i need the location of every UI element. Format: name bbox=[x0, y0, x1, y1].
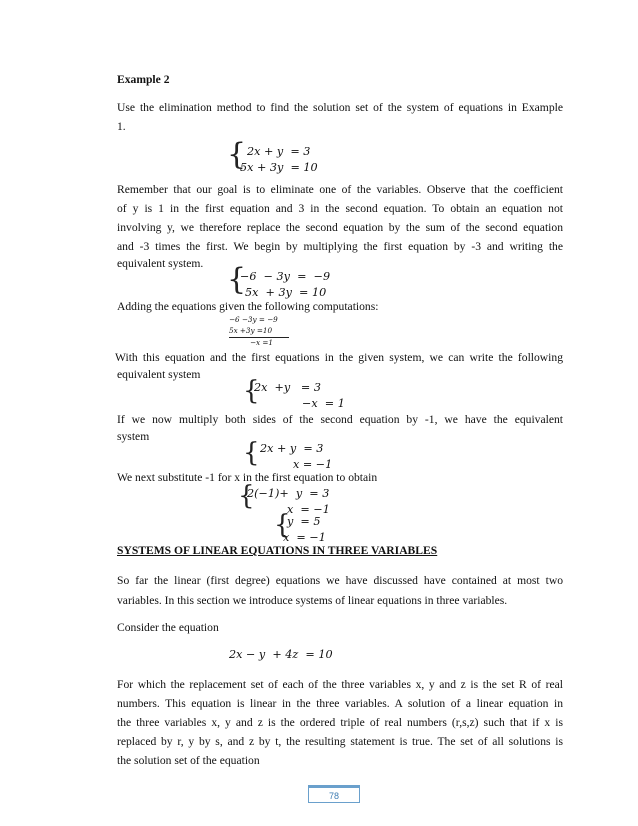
left-brace: { bbox=[227, 262, 247, 297]
equation: 5𝑥 + 3𝑦 = 10 bbox=[240, 161, 318, 174]
paragraph-line: With this equation and the first equations in the given system, we can write the following bbox=[115, 351, 563, 364]
example-heading: Example 2 bbox=[117, 73, 170, 86]
intro-line: 1. bbox=[117, 120, 126, 133]
paragraph-line: replaced by r, y by s, and z by t, the resulting statement is true. The set of all solutions is bbox=[117, 735, 563, 748]
paragraph-line: the three variables x, y and z is the ordered triple of real numbers (r,s,z) such that if x is bbox=[117, 716, 563, 729]
paragraph-line: Remember that our goal is to eliminate one of the variables. Observe that the coefficient bbox=[117, 183, 563, 196]
equation: 𝑥 = −1 bbox=[283, 531, 326, 544]
paragraph-line: of y is 1 in the first equation and 3 in the second equation. To obtain an equation not bbox=[117, 202, 563, 215]
paragraph-line: We next substitute -1 for x in the first equation to obtain bbox=[117, 471, 378, 484]
equation: 2(−1)+ 𝑦 = 3 bbox=[247, 487, 330, 500]
left-brace: { bbox=[238, 481, 255, 511]
left-brace: { bbox=[243, 376, 260, 406]
paragraph-line: Adding the equations given the following computations: bbox=[117, 300, 379, 313]
equation: 5𝑥 + 3𝑦 = 10 bbox=[245, 286, 327, 299]
paragraph-line: equivalent system bbox=[117, 368, 201, 381]
paragraph-line: equivalent system. bbox=[117, 257, 204, 270]
equation: 𝑦 = 5 bbox=[287, 515, 321, 528]
computation-row: 5𝑥 +3𝑦 =10 bbox=[229, 326, 273, 335]
section-heading: SYSTEMS OF LINEAR EQUATIONS IN THREE VARIABLES bbox=[117, 544, 438, 557]
page-number: 78 bbox=[308, 785, 360, 803]
left-brace: { bbox=[227, 137, 247, 172]
paragraph-line: Consider the equation bbox=[117, 621, 219, 634]
paragraph-line: For which the replacement set of each of the three variables x, y and z is the set R of real bbox=[117, 678, 563, 691]
paragraph-line: involving y, we therefore replace the second equation by the sum of the second equation bbox=[117, 221, 563, 234]
left-brace: { bbox=[274, 510, 291, 540]
equation: 𝑥 = −1 bbox=[293, 458, 333, 471]
paragraph-line: variables. In this section we introduce systems of linear equations in three variables. bbox=[117, 594, 508, 607]
equation: 2𝑥 − 𝑦 + 4𝑧 = 10 bbox=[229, 648, 333, 661]
left-brace: { bbox=[243, 438, 260, 468]
paragraph-line: So far the linear (first degree) equations we have discussed have contained at most two bbox=[117, 574, 563, 587]
paragraph-line: numbers. This equation is linear in the three variables. A solution of a linear equation in bbox=[117, 697, 563, 710]
intro-line: Use the elimination method to find the solution set of the system of equations in Example bbox=[117, 101, 563, 114]
equation: 2𝑥 + 𝑦 = 3 bbox=[260, 442, 324, 455]
paragraph-line: the solution set of the equation bbox=[117, 754, 260, 767]
equation: −𝑥 = 1 bbox=[302, 397, 345, 410]
equation: 𝑥 = −1 bbox=[287, 503, 330, 516]
equation: −6 − 3𝑦 = −9 bbox=[240, 270, 331, 283]
equation: 2𝑥 + 𝑦 = 3 bbox=[247, 145, 311, 158]
paragraph-line: system bbox=[117, 430, 150, 443]
paragraph-line: If we now multiply both sides of the second equation by -1, we have the equivalent bbox=[117, 413, 563, 426]
computation-row: −𝑥 =1 bbox=[250, 338, 273, 347]
paragraph-line: and -3 times the first. We begin by multiplying the first equation by -3 and writing the bbox=[117, 240, 563, 253]
equation: 2𝑥 +𝑦 = 3 bbox=[254, 381, 321, 394]
computation-row: −6 −3𝑦 = −9 bbox=[229, 315, 278, 324]
